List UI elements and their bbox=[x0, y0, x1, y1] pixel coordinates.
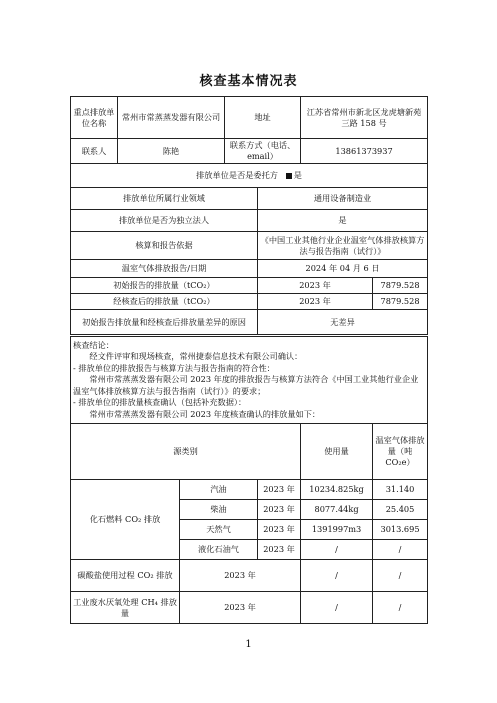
conclusion-para-3: 常州市常蒸蒸发器有限公司 2023 年度的排放报告与核算方法符合《中国工业其他行业企业温室气体排放核算方法与报告指南（试行）》的要求； bbox=[73, 374, 419, 396]
fuel-year: 2023 年 bbox=[258, 500, 301, 520]
verified-emission-year: 2023 年 bbox=[258, 294, 373, 310]
page-title: 核查基本情况表 bbox=[199, 74, 298, 89]
initial-emission-year: 2023 年 bbox=[258, 278, 373, 294]
fuel-name: 天然气 bbox=[180, 520, 258, 540]
fuel-usage: / bbox=[301, 540, 373, 560]
carbonate-year: 2023 年 bbox=[180, 560, 301, 592]
fuel-emission: / bbox=[373, 540, 428, 560]
usage-header: 使用量 bbox=[301, 424, 373, 480]
carbonate-label: 碳酸盐使用过程 CO₂ 排放 bbox=[71, 560, 180, 592]
fuel-usage: 1391997m3 bbox=[301, 520, 373, 540]
wastewater-year: 2023 年 bbox=[180, 592, 301, 624]
difference-value: 无差异 bbox=[258, 310, 428, 336]
fuel-usage: 8077.44kg bbox=[301, 500, 373, 520]
commission-row bbox=[71, 164, 428, 188]
address-value: 江苏省常州市新北区龙虎塘新苑三路 158 号 bbox=[301, 97, 428, 139]
basis-label: 核算和报告依据 bbox=[71, 232, 258, 260]
contact-value: 陈艳 bbox=[118, 139, 225, 164]
conclusion-block bbox=[71, 336, 428, 424]
conclusion-heading: 核查结论： bbox=[73, 339, 114, 350]
verified-emission-value: 7879.528 bbox=[373, 294, 428, 310]
report-value: 2024 年 04 月 6 日 bbox=[258, 260, 428, 278]
conclusion-para-5: 常州市常蒸蒸发器有限公司 2023 年度核查确认的排放量如下： bbox=[89, 408, 321, 419]
source-category-header: 源类别 bbox=[71, 424, 301, 480]
contact-method-value: 13861373937 bbox=[301, 139, 428, 164]
carbonate-emission: / bbox=[373, 560, 428, 592]
verification-table bbox=[70, 96, 428, 624]
industry-label: 排放单位所属行业领域 bbox=[71, 188, 258, 210]
fuel-name: 汽油 bbox=[180, 480, 258, 500]
commission-label: 排放单位是否是委托方 bbox=[196, 170, 278, 180]
fuel-emission: 25.405 bbox=[373, 500, 428, 520]
wastewater-label: 工业废水厌氧处理 CH₄ 排放量 bbox=[71, 592, 180, 624]
fuel-usage: 10234.825kg bbox=[301, 480, 373, 500]
conclusion-para-2: - 排放单位的排放报告与核算方法与报告指南的符合性： bbox=[73, 362, 275, 373]
fuel-emission: 31.140 bbox=[373, 480, 428, 500]
address-label: 地址 bbox=[225, 97, 301, 139]
fuel-year: 2023 年 bbox=[258, 480, 301, 500]
page-number: 1 bbox=[245, 639, 252, 650]
industry-value: 通用设备制造业 bbox=[258, 188, 428, 210]
contact-label: 联系人 bbox=[71, 139, 118, 164]
fuel-year: 2023 年 bbox=[258, 520, 301, 540]
fossil-fuel-label: 化石燃料 CO₂ 排放 bbox=[71, 480, 180, 560]
independent-value: 是 bbox=[258, 210, 428, 232]
ghg-emission-header: 温室气体排放量（吨 CO₂e） bbox=[373, 424, 428, 480]
carbonate-usage: / bbox=[301, 560, 373, 592]
independent-label: 排放单位是否为独立法人 bbox=[71, 210, 258, 232]
verified-emission-label: 经核查后的排放量（tCO₂） bbox=[71, 294, 258, 310]
report-label: 温室气体排放报告/日期 bbox=[71, 260, 258, 278]
wastewater-emission: / bbox=[373, 592, 428, 624]
fuel-name: 柴油 bbox=[180, 500, 258, 520]
conclusion-para-1: 经文件评审和现场核查，常州捷泰信息技术有限公司确认： bbox=[89, 351, 303, 362]
initial-emission-label: 初始报告的排放量（tCO₂） bbox=[71, 278, 258, 294]
basis-value: 《中国工业其他行业企业温室气体排放核算方法与报告指南（试行）》 bbox=[258, 232, 428, 260]
wastewater-usage: / bbox=[301, 592, 373, 624]
contact-method-label: 联系方式（电话、email） bbox=[225, 139, 301, 164]
unit-name-value: 常州市常蒸蒸发器有限公司 bbox=[118, 97, 225, 139]
filled-square-icon bbox=[286, 173, 292, 179]
initial-emission-value: 7879.528 bbox=[373, 278, 428, 294]
commission-value: 是 bbox=[293, 170, 302, 180]
fuel-emission: 3013.695 bbox=[373, 520, 428, 540]
difference-label: 初始报告排放量和经核查后排放量差异的原因 bbox=[71, 310, 258, 336]
fuel-name: 液化石油气 bbox=[180, 540, 258, 560]
conclusion-para-4: - 排放单位的排放量核查确认（包括补充数据）： bbox=[73, 397, 247, 408]
fuel-year: 2023 年 bbox=[258, 540, 301, 560]
unit-name-label: 重点排放单位名称 bbox=[71, 97, 118, 139]
